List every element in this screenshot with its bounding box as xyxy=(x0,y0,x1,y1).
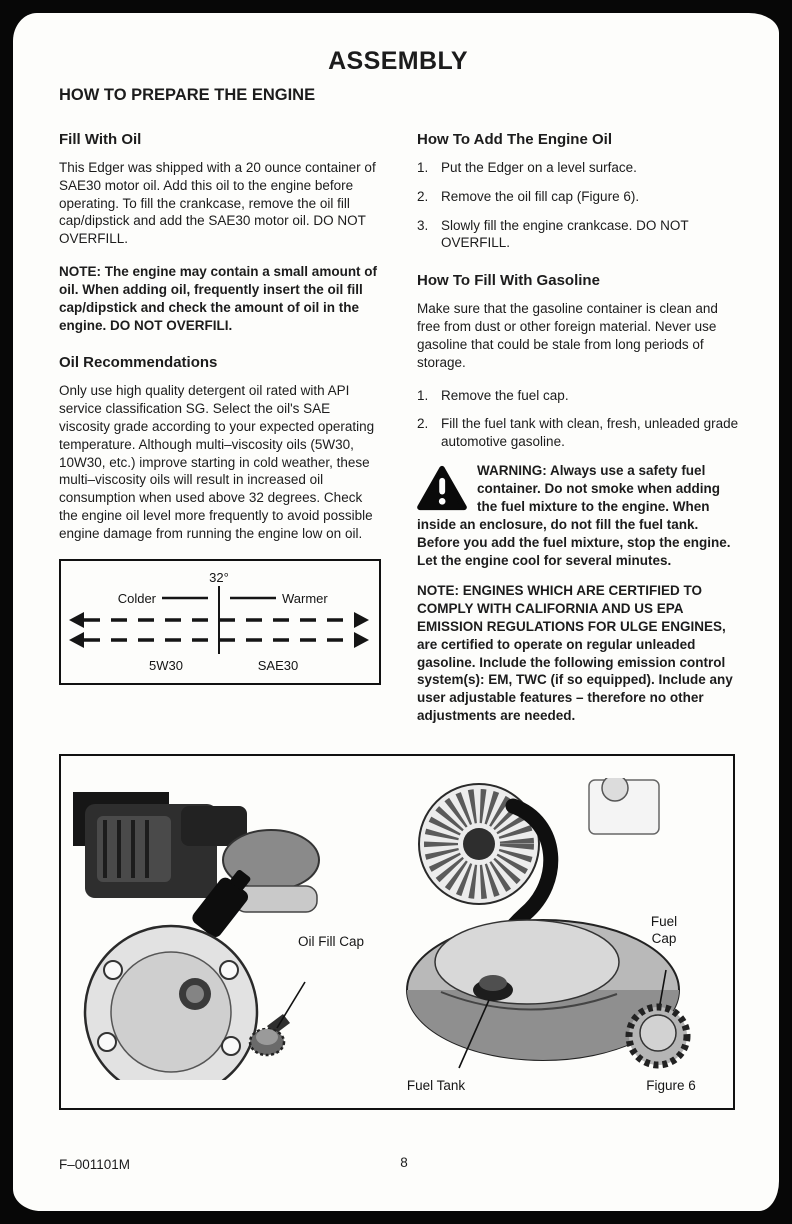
step-text: Remove the fuel cap. xyxy=(441,387,569,403)
fuel-tank-label: Fuel Tank xyxy=(406,1077,466,1093)
fill-with-oil-note: NOTE: The engine may contain a small amount of oil. When adding oil, frequently insert the oil fill cap/dipstick and check the amount of oil in the engine. DO NOT OVERFILI. xyxy=(59,264,378,333)
viscosity-chart xyxy=(59,559,381,685)
warning-block xyxy=(417,462,739,570)
manual-page xyxy=(13,13,779,1211)
heading-fill-with-gasoline: How To Fill With Gasoline xyxy=(417,272,600,290)
gasoline-step xyxy=(417,387,739,405)
heading-fill-with-oil: Fill With Oil xyxy=(59,131,142,148)
step-text: Put the Edger on a level surface. xyxy=(441,160,637,175)
step-number: 2. xyxy=(417,416,429,432)
figure-6-box xyxy=(59,754,735,1110)
heading-add-engine-oil: How To Add The Engine Oil xyxy=(417,131,612,148)
step-number: 3. xyxy=(417,217,429,233)
left-column xyxy=(59,129,381,740)
step-number: 1. xyxy=(417,387,429,403)
step-number: 2. xyxy=(417,188,429,204)
gasoline-paragraph: Make sure that the gasoline container is clean and free from dust or other foreign material. Never use gasoline that could be stale from long periods of storage. xyxy=(417,301,718,370)
fuel-cap-label: Fuel Cap xyxy=(650,913,678,946)
chart-temperature-label: 32° xyxy=(209,569,229,585)
chart-sae30-label: SAE30 xyxy=(257,657,299,673)
chart-5w30-label: 5W30 xyxy=(149,657,183,673)
two-column-layout xyxy=(59,129,749,740)
oil-fill-cap-label: Oil Fill Cap xyxy=(297,933,364,949)
right-column xyxy=(417,129,739,740)
section-heading: HOW TO PREPARE THE ENGINE xyxy=(59,86,316,104)
fill-with-oil-paragraph: This Edger was shipped with a 20 ounce container of SAE30 motor oil. Add this oil to the engine before operating. To fill the crankcase, remove the oil fill cap/dipstick and add the SAE30 motor oil. DO NOT OVERFILL. xyxy=(59,160,376,247)
step-text: Slowly fill the engine crankcase. DO NOT OVERFILL. xyxy=(441,217,689,251)
gasoline-step xyxy=(417,415,739,451)
add-oil-step xyxy=(417,159,739,177)
emissions-note: NOTE: ENGINES WHICH ARE CERTIFIED TO COMPLY WITH CALIFORNIA AND US EPA EMISSION REGULATIONS FOR ULGE ENGINES, are certified to operate on regular unleaded gasoline. Include the following emission control system(s): EM, TWC (if so equipped). Include any user adjustable features – therefore no other adjustments are needed. xyxy=(417,583,733,724)
figure-caption: Figure 6 xyxy=(646,1077,696,1093)
heading-oil-recommendations: Oil Recommendations xyxy=(59,354,218,372)
footer-document-code: F–001101M xyxy=(59,1157,131,1172)
add-oil-step xyxy=(417,188,739,206)
page-title: ASSEMBLY xyxy=(328,47,468,75)
chart-warmer-label: Warmer xyxy=(282,590,328,606)
page-number: 8 xyxy=(400,1155,408,1170)
chart-colder-label: Colder xyxy=(117,590,156,606)
step-text: Fill the fuel tank with clean, fresh, unleaded grade automotive gasoline. xyxy=(441,416,739,450)
step-text: Remove the oil fill cap (Figure 6). xyxy=(441,188,640,204)
viscosity-chart-graphic xyxy=(66,568,372,674)
oil-recommendations-paragraph: Only use high quality detergent oil rated with API service classification SG. Select the oil's SAE viscosity grade according to your expected operating temperature. Although multi–viscosity oils (5W30, 10W30, etc.) improve starting in cold weather, these multi–viscosity oils will result in increased oil consumption when used above 32 degrees. Check the engine oil level more frequently to avoid possible engine damage from running the engine low on oil. xyxy=(59,383,375,541)
step-number: 1. xyxy=(417,160,429,175)
warning-icon xyxy=(417,465,467,511)
add-oil-step xyxy=(417,217,739,253)
warning-text: WARNING: Always use a safety fuel container. Do not smoke when adding the fuel mixture to the engine. When inside an enclosure, do not fill the fuel tank. Before you add the fuel mixture, stop the engine. Let the engine cool for several minutes. xyxy=(417,462,731,569)
